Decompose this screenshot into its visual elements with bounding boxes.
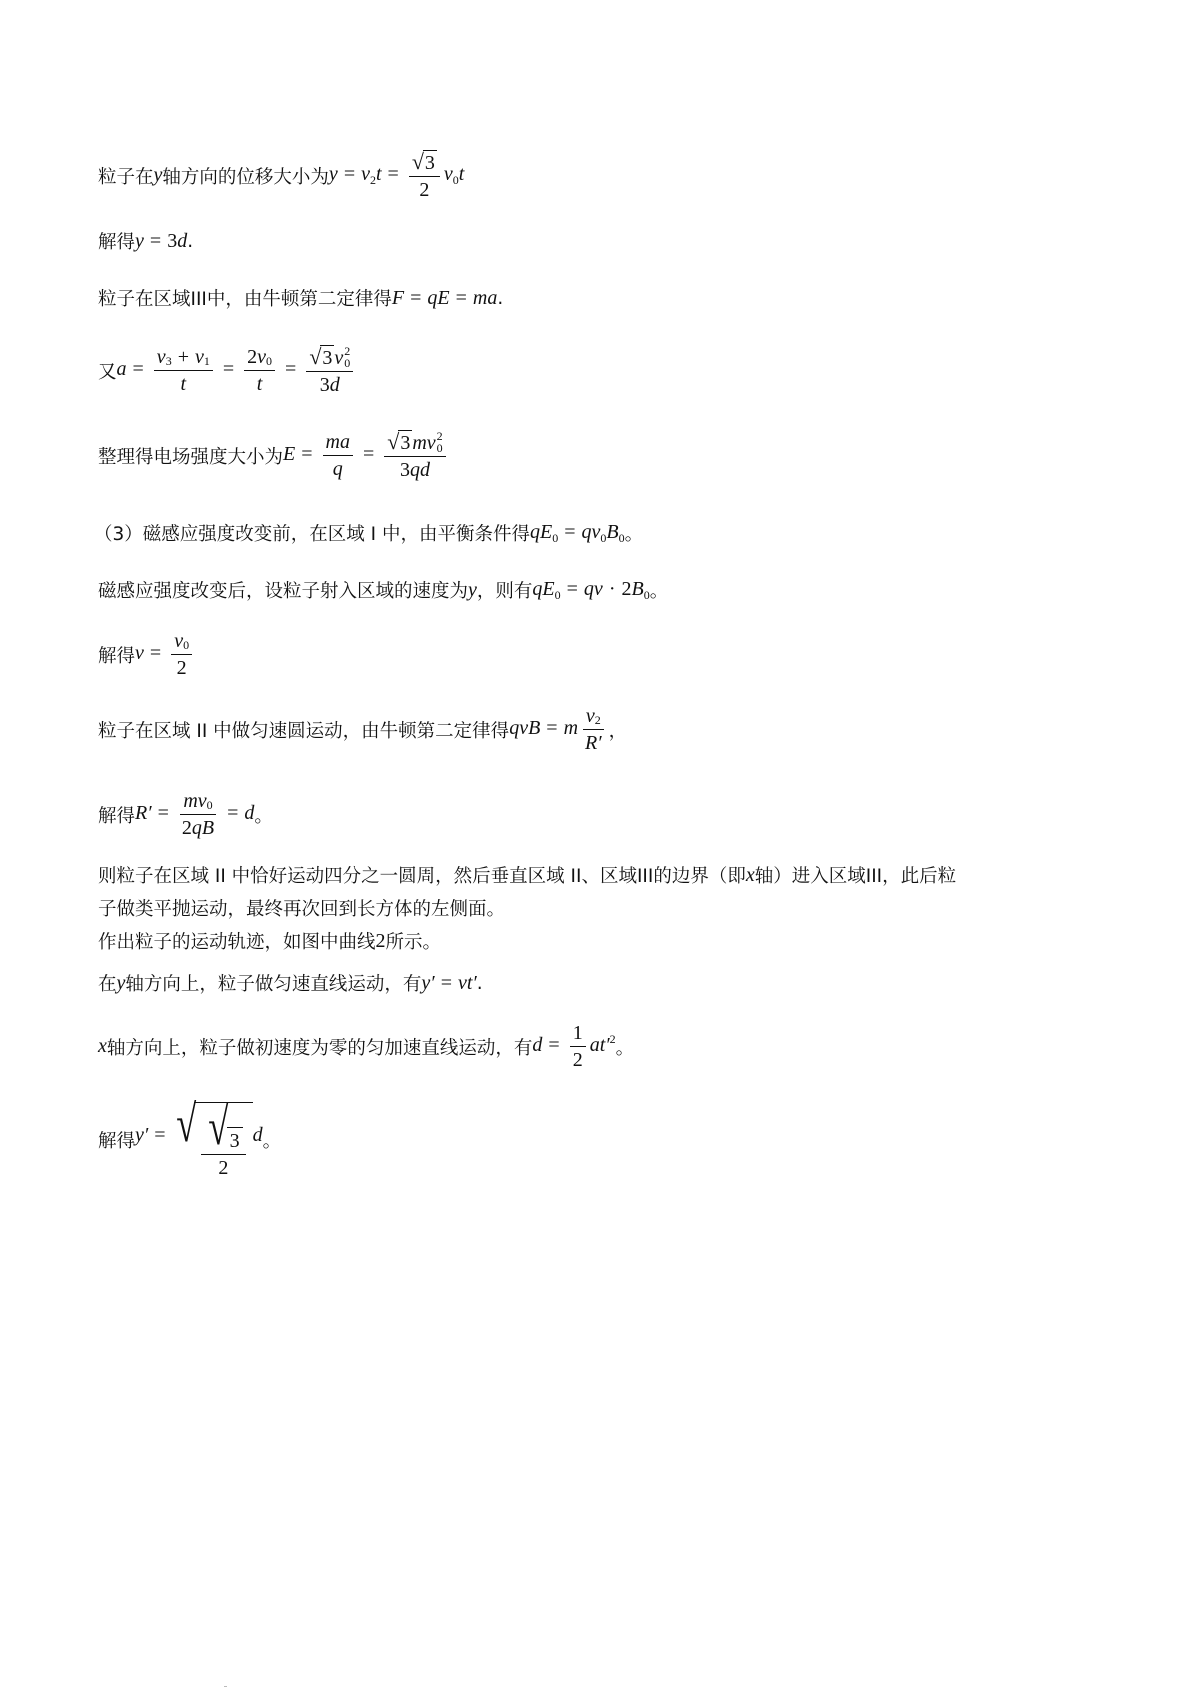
text: . <box>497 287 504 309</box>
text: 解得 <box>98 1131 136 1153</box>
line-acceleration <box>98 345 357 396</box>
formula-d-half-at2: d = $\frac{1}{2}$ $at'^2$ <box>532 1022 616 1071</box>
line-y-displacement <box>98 150 464 201</box>
text: 则粒子在区域 II 中恰好运动四分之一圆周，然后垂直区域 II、区域III的边界（即 <box>98 866 746 887</box>
formula-y-prime: y′ = vt′ <box>421 971 477 994</box>
line-after-change <box>98 577 668 603</box>
text: . <box>476 972 483 994</box>
formula-qvB: qvB = m v 2 R′ <box>509 705 608 754</box>
line-quarter-circle <box>98 862 956 888</box>
text: 。 <box>615 1037 635 1059</box>
text: 轴）进入区域III，此后粒 <box>754 866 957 887</box>
formula-acceleration: a = v 3 + v $_1$ t = 2 v $_0$ t = √ 3 v 2 0 3d <box>117 345 358 396</box>
text: 所示。 <box>385 932 442 953</box>
text: 粒子在区域 II 中做匀速圆运动，由牛顿第二定律得 <box>98 720 510 742</box>
var-y: y <box>468 578 477 601</box>
line-trajectory <box>98 928 441 954</box>
formula-R-prime: R′ = mv 0 2qB = d <box>135 790 255 839</box>
var-x: x <box>745 863 755 886</box>
line-solve-y-prime <box>98 1096 282 1179</box>
text: 磁感应强度改变后，设粒子射入区域的速度为 <box>98 581 469 602</box>
var-x: x <box>98 1035 107 1057</box>
text: 。 <box>649 581 669 602</box>
text: 作出粒子的运动轨迹，如图中曲线 <box>98 932 376 953</box>
line-solve-v <box>98 630 196 679</box>
text: ，则有 <box>476 581 533 602</box>
line-field-strength <box>98 430 450 481</box>
formula-v-half: v = v 0 2 <box>135 630 196 679</box>
text: （3）磁感应强度改变前，在区域 I 中，由平衡条件得 <box>94 524 530 545</box>
text: 。 <box>254 805 273 827</box>
line-newton-region3 <box>98 285 503 311</box>
footer-mark <box>224 1686 227 1687</box>
text: 粒子在 <box>98 166 154 188</box>
formula-E: E = $\frac{ma}{q}$ = √ 3 mv 2 0 3qd <box>283 430 450 481</box>
text: 解得 <box>98 805 136 827</box>
text: 轴方向上，粒子做初速度为零的匀加速直线运动，有 <box>106 1037 533 1059</box>
text: 解得 <box>98 232 136 253</box>
text: 轴方向上，粒子做匀速直线运动，有 <box>125 974 422 995</box>
text: 轴方向的位移大小为 <box>162 166 329 188</box>
formula-balance: $qE_0 = qv_0B_0$ <box>530 520 625 545</box>
formula-new-balance: $qE_0$ = qv · $2B_0$ <box>532 577 650 602</box>
text: 整理得电场强度大小为 <box>98 446 284 468</box>
line-projectile <box>98 895 505 921</box>
line-y-uniform <box>98 970 483 996</box>
text: 子做类平抛运动，最终再次回到长方体的左侧面。 <box>98 899 506 920</box>
line-x-accel <box>98 1022 634 1071</box>
line-solve-R <box>98 790 273 839</box>
var-y: y <box>116 971 126 994</box>
var-y: y <box>153 164 163 187</box>
text: 。 <box>624 524 644 545</box>
line-part3-balance <box>94 520 643 546</box>
formula-F-qE-ma: F = qE = ma <box>391 286 498 309</box>
text: 粒子在区域III中，由牛顿第二定律得 <box>98 289 392 310</box>
line-solve-y <box>98 228 193 254</box>
formula-y-prime-result: y′ = √ √ 3 2 d <box>135 1096 263 1179</box>
text: . <box>187 230 194 252</box>
text: 在 <box>98 974 117 995</box>
text: 又 <box>98 361 117 383</box>
line-circular-motion <box>98 705 627 754</box>
text: 。 <box>262 1131 282 1153</box>
curve-number: 2 <box>375 929 386 952</box>
formula-y-displacement: $y = v_2t$ = √ 3 2 $v_0t$ <box>328 149 465 202</box>
text: ， <box>608 720 628 742</box>
text: 解得 <box>98 645 136 667</box>
formula-y-3d: y = 3d <box>135 229 188 252</box>
